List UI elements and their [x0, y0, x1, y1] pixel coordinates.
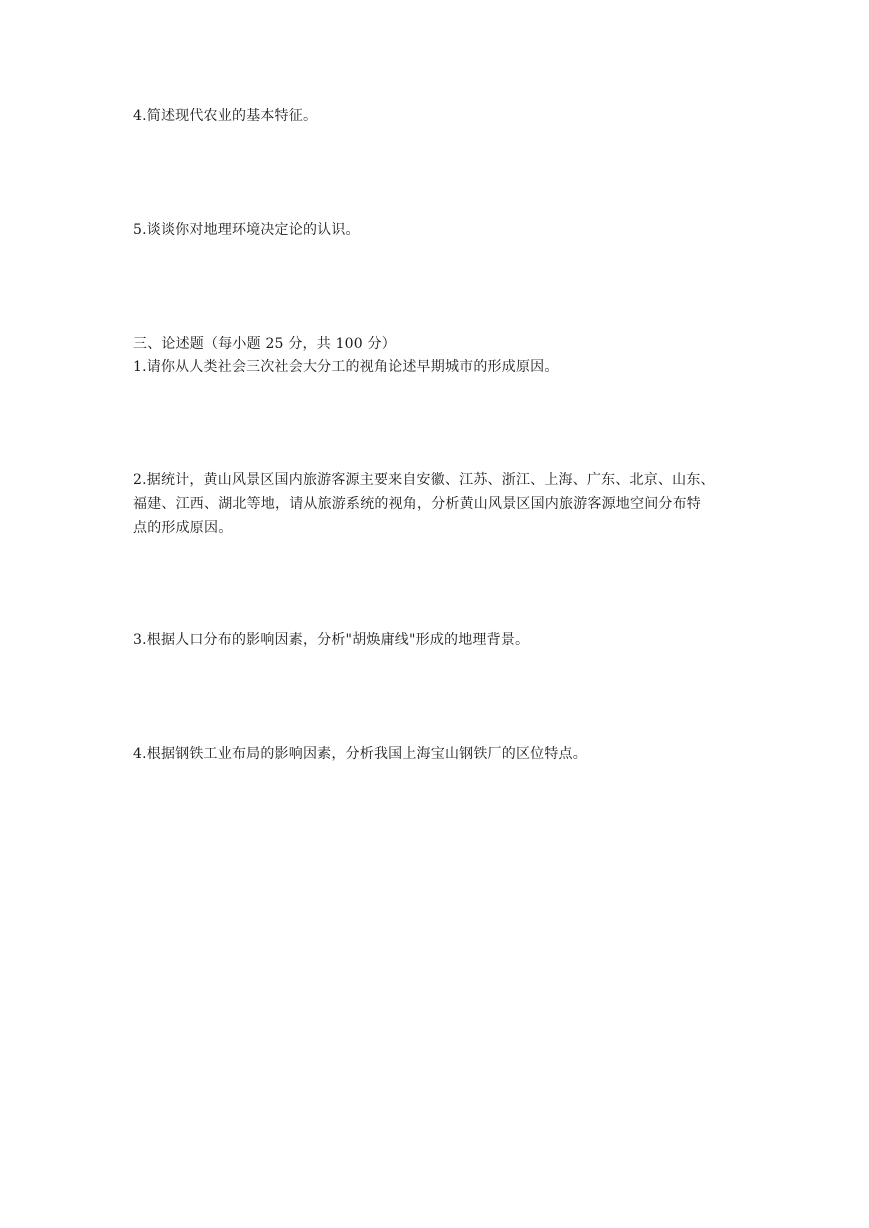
essay-question-3: 3.根据人口分布的影响因素，分析"胡焕庸线"形成的地理背景。 — [133, 632, 530, 648]
essay-question-1: 1.请你从人类社会三次社会大分工的视角论述早期城市的形成原因。 — [133, 359, 559, 375]
essay-question-2-line-3: 点的形成原因。 — [133, 520, 233, 536]
section-3-heading: 三、论述题（每小题 25 分，共 100 分） — [133, 336, 396, 352]
essay-question-2-line-2: 福建、江西、湖北等地，请从旅游系统的视角，分析黄山风景区国内旅游客源地空间分布特 — [133, 496, 701, 512]
essay-question-2 — [133, 468, 753, 540]
essay-question-4: 4.根据钢铁工业布局的影响因素，分析我国上海宝山钢铁厂的区位特点。 — [133, 746, 587, 762]
question-4-short: 4.简述现代农业的基本特征。 — [133, 108, 318, 124]
question-5-short: 5.谈谈你对地理环境决定论的认识。 — [133, 222, 360, 238]
essay-question-2-line-1: 2.据统计，黄山风景区国内旅游客源主要来自安徽、江苏、浙江、上海、广东、北京、山东、 — [133, 472, 715, 488]
